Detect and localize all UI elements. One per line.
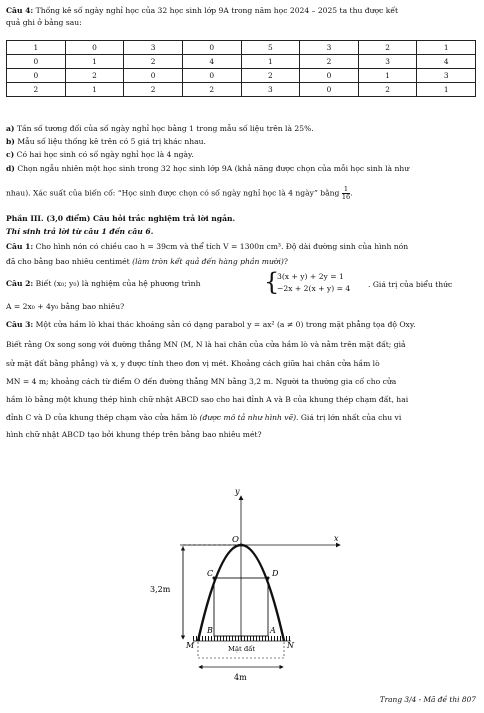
table-cell: 1: [417, 83, 476, 97]
label-ground: Mặt đất: [228, 645, 256, 653]
table-cell: 1: [358, 69, 417, 83]
table-cell: 5: [241, 41, 300, 55]
q4-d-text-2: nhau). Xác suất của biến cố: “Học sinh được chọn có số ngày nghỉ học là 4 ngày” bằng: [6, 188, 340, 198]
q3-lead: Câu 3:: [6, 320, 34, 329]
q4-d-frac-den: 16: [341, 193, 351, 201]
q4-a-text: Tần số tương đối của số ngày nghỉ học bằng 1 trong mẫu số liệu trên là 25%.: [16, 124, 314, 133]
q2-system-brace: {: [264, 268, 280, 296]
label-c: C: [207, 569, 214, 578]
table-cell: 3: [124, 41, 183, 55]
table-cell: 0: [124, 69, 183, 83]
table-cell: 2: [300, 55, 359, 69]
label-m: M: [186, 641, 195, 650]
q1-text-2b: (làm tròn kết quả đến hàng phần mười): [132, 257, 284, 266]
q3-line-2: Biết rằng Ox song song với đường thẳng MN (M, N là hai chân của cửa hầm lò và nằm trên mặt đất; giả: [6, 340, 406, 349]
q1-text-1: Cho hình nón có chiều cao h = 39cm và thể tích V = 1300π cm³. Độ dài đường sinh của hình nón: [35, 242, 409, 251]
q4-text-1: Thống kê số ngày nghỉ học của 32 học sinh lớp 9A trong năm học 2024 – 2025 ta thu được kết: [35, 6, 399, 15]
table-cell: 2: [65, 69, 124, 83]
q4-d-text-1: Chọn ngẫu nhiên một học sinh trong 32 học sinh lớp 9A (khả năng được chọn của mỗi học sinh là như: [17, 164, 410, 173]
table-cell: 2: [182, 83, 241, 97]
q3-line-3: sử mặt đất bằng phẳng) và x, y được tính theo đơn vị mét. Khoảng cách giữa hai chân cửa hầm lò: [6, 359, 380, 368]
table-cell: 0: [7, 55, 66, 69]
table-cell: 3: [300, 41, 359, 55]
table-cell: 0: [7, 69, 66, 83]
table-cell: 2: [358, 83, 417, 97]
q4-d-label: d): [6, 164, 15, 173]
table-cell: 1: [65, 55, 124, 69]
table-cell: 1: [65, 83, 124, 97]
q4-a-label: a): [6, 124, 15, 133]
table-cell: 1: [417, 41, 476, 55]
part3-instruction: Thí sinh trả lời từ câu 1 đến câu 6.: [6, 227, 154, 236]
q2-equation-1: 3(x + y) + 2y = 1: [277, 272, 344, 281]
table-cell: 0: [300, 83, 359, 97]
table-cell: 1: [241, 55, 300, 69]
ground-hatch: [193, 636, 291, 641]
q4-c-label: c): [6, 150, 15, 159]
q1-text-2c: ?: [283, 257, 288, 266]
q3-text-1: Một cửa hầm lò khai thác khoáng sản có dạng parabol y = ax² (a ≠ 0) trong mặt phẳng tọa độ Oxy.: [35, 320, 416, 329]
table-cell: 0: [182, 41, 241, 55]
q1-text-2a: đã cho bằng bao nhiêu centimét: [6, 257, 130, 266]
q2-equation-2: −2x + 2(x + y) = 4: [277, 284, 351, 293]
table-cell: 0: [300, 69, 359, 83]
table-cell: 2: [241, 69, 300, 83]
table-cell: 2: [124, 83, 183, 97]
q3-text-6a: đỉnh C và D của khung thép chạm vào cửa hầm lò: [6, 413, 198, 422]
table-cell: 0: [182, 69, 241, 83]
q4-b-label: b): [6, 137, 15, 146]
q4-intro-2: quả ghi ở bảng sau:: [6, 18, 82, 27]
label-n: N: [287, 641, 294, 650]
q4-b-text: Mẫu số liệu thống kê trên có 5 giá trị khác nhau.: [17, 137, 206, 146]
table-cell: 3: [417, 69, 476, 83]
page-footer: Trang 3/4 - Mã đề thi 807: [379, 695, 476, 704]
table-cell: 4: [182, 55, 241, 69]
label-height: 3,2m: [150, 585, 171, 594]
q3-text-6c: . Giá trị lớn nhất của chu vi: [296, 413, 402, 422]
point-o-dot: [240, 544, 243, 547]
table-cell: 3: [358, 55, 417, 69]
q3-line-7: hình chữ nhật ABCD tạo bởi khung thép trên bằng bao nhiêu mét?: [6, 430, 262, 439]
table-cell: 0: [65, 41, 124, 55]
q1-lead: Câu 1:: [6, 242, 34, 251]
label-d: D: [272, 569, 279, 578]
q4-d-end: .: [350, 188, 353, 198]
q2-line-2: A = 2x₀ + 4y₀ bằng bao nhiêu?: [6, 302, 125, 311]
q2-text-b: . Giá trị của biểu thức: [368, 280, 453, 289]
table-cell: 2: [358, 41, 417, 55]
label-x: x: [334, 534, 339, 543]
q4-c-text: Có hai học sinh có số ngày nghỉ học là 4 ngày.: [16, 150, 194, 159]
part3-title: Phần III. (3,0 điểm) Câu hỏi trắc nghiệm trả lời ngắn.: [6, 214, 236, 223]
q4-d-frac-num: 1: [342, 186, 350, 194]
table-cell: 4: [417, 55, 476, 69]
label-y: y: [235, 487, 240, 496]
q3-line-5: hầm lò bằng một khung thép hình chữ nhật ABCD sao cho hai đỉnh A và B của khung thép chạm đất, hai: [6, 395, 409, 404]
label-b: B: [207, 626, 213, 635]
point-d-dot: [267, 577, 270, 580]
table-cell: 2: [124, 55, 183, 69]
table-cell: 1: [7, 41, 66, 55]
q2-text-a: Biết (x₀; y₀) là nghiệm của hệ phương trình: [35, 279, 201, 288]
q3-text-6b: (được mô tả như hình vẽ): [199, 413, 297, 422]
q3-line-4: MN = 4 m; khoảng cách từ điểm O đến đường thẳng MN bằng 3,2 m. Người ta thường gia cố cho cửa: [6, 377, 397, 386]
q4-lead: Câu 4:: [6, 6, 34, 15]
table-cell: 2: [7, 83, 66, 97]
table-cell: 3: [241, 83, 300, 97]
q2-lead: Câu 2:: [6, 279, 34, 288]
label-o: O: [232, 535, 239, 545]
label-width: 4m: [234, 673, 247, 682]
label-a: A: [270, 626, 276, 635]
